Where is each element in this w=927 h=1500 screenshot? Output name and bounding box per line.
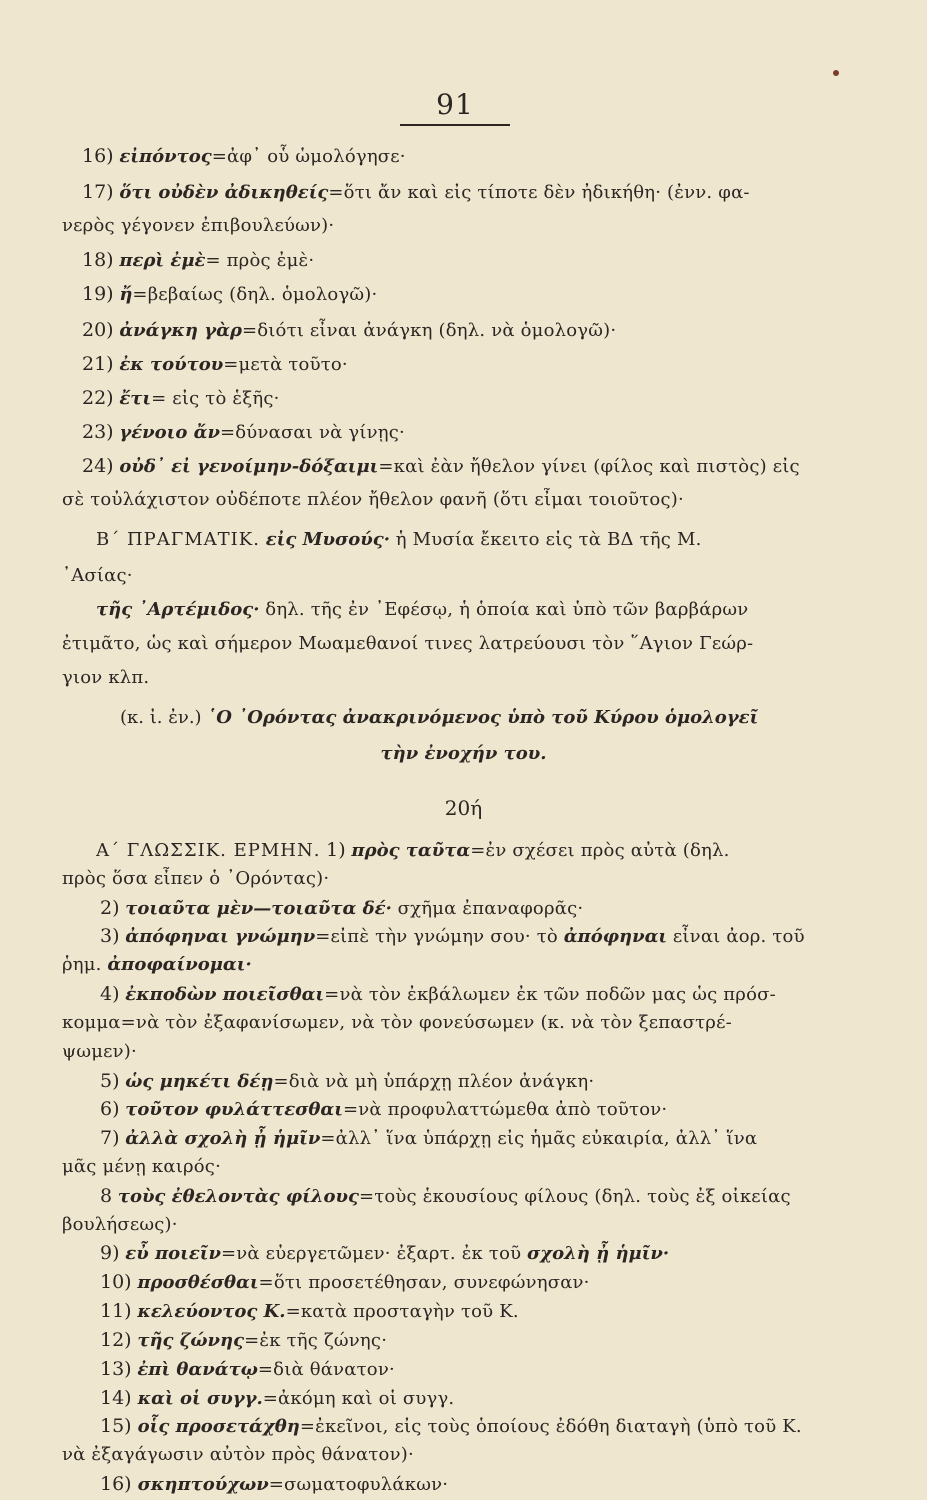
list-item bbox=[100, 1270, 870, 1295]
entry-lemma: ὡς μηκέτι δέῃ bbox=[125, 1070, 274, 1092]
pragmatic-heading-line bbox=[96, 528, 866, 552]
list-item-continuation bbox=[62, 666, 832, 690]
entry-gloss: ᾽Ασίας· bbox=[62, 565, 133, 586]
entry-lemma: ἀνάγκη γὰρ bbox=[119, 320, 242, 341]
list-item-continuation bbox=[62, 1213, 832, 1237]
entry-number: 22) bbox=[82, 387, 114, 409]
entry-lemma: περὶ ἐμὲ bbox=[119, 250, 206, 271]
list-item bbox=[96, 598, 866, 622]
entry-number: 23) bbox=[82, 421, 114, 443]
list-item-continuation bbox=[62, 1040, 832, 1064]
entry-gloss: =νὰ προφυλαττώμεθα ἀπὸ τοῦτον· bbox=[342, 1099, 668, 1121]
list-item bbox=[82, 248, 852, 273]
entry-gloss: πρὸς ὅσα εἶπεν ὁ ᾽Ορόντας)· bbox=[62, 867, 330, 889]
entry-number: 11) bbox=[100, 1300, 132, 1323]
list-item bbox=[82, 386, 852, 411]
entry-gloss: δηλ. τῆς ἐν ᾽Εφέσῳ, ἡ ὁποία καὶ ὑπὸ τῶν βαρβάρων bbox=[265, 599, 749, 620]
entry-gloss: νερὸς γέγονεν ἐπιβουλεύων)· bbox=[62, 215, 335, 236]
entry-gloss: =ἀφ᾽ οὗ ὡμολόγησε· bbox=[211, 146, 406, 167]
list-item bbox=[82, 180, 852, 205]
list-item bbox=[82, 318, 852, 343]
entry-lemma: πρὸς ταῦτα bbox=[351, 840, 471, 861]
entry-number: 19) bbox=[82, 283, 114, 305]
entry-gloss: =νὰ εὐεργετῶμεν· ἐξαρτ. ἐκ τοῦ bbox=[220, 1243, 522, 1265]
list-item-continuation bbox=[62, 1011, 832, 1035]
entry-gloss: γιον κλπ. bbox=[62, 667, 150, 688]
entry-gloss: =ἀλλ᾽ ἵνα ὑπάρχῃ εἰς ἡμᾶς εὐκαιρία, ἀλλ᾽ ἵνα bbox=[320, 1128, 758, 1150]
page-number-rule bbox=[400, 124, 510, 126]
entry-lemma: εἰς Μυσούς· bbox=[265, 529, 390, 550]
summary-title: τὴν ἐνοχήν του. bbox=[380, 743, 547, 764]
list-item-continuation bbox=[62, 867, 832, 891]
entry-number: 9) bbox=[100, 1242, 120, 1265]
list-item bbox=[100, 1414, 870, 1439]
summary-prefix: (κ. ἰ. ἐν.) bbox=[120, 707, 202, 728]
entry-number: 21) bbox=[82, 353, 114, 375]
entry-gloss: =μετὰ τοῦτο· bbox=[223, 354, 348, 375]
entry-lemma: σκηπτούχων bbox=[137, 1474, 269, 1495]
list-item bbox=[100, 1386, 870, 1411]
entry-number: 20) bbox=[82, 319, 114, 341]
chapter-summary-line bbox=[120, 706, 890, 730]
list-item-continuation bbox=[62, 632, 832, 656]
entry-lemma: ἀλλὰ σχολὴ ᾖ ἡμῖν bbox=[125, 1128, 321, 1150]
entry-gloss: =ἐκ τῆς ζώνης· bbox=[244, 1329, 388, 1351]
list-item-continuation bbox=[62, 214, 832, 238]
entry-number: 5) bbox=[100, 1069, 120, 1092]
entry-number: 8 bbox=[100, 1184, 113, 1207]
entry-gloss: κομμα=νὰ τὸν ἐξαφανίσωμεν, νὰ τὸν φονεύσωμεν (κ. νὰ τὸν ξεπαστρέ- bbox=[62, 1011, 732, 1033]
entry-lemma: οἷς προσετάχθη bbox=[137, 1416, 300, 1438]
chapter-summary-line bbox=[0, 742, 927, 766]
entry-gloss: βουλήσεως)· bbox=[62, 1213, 178, 1235]
entry-lemma: ἀπόφηναι bbox=[563, 926, 668, 948]
entry-number: 4) bbox=[100, 983, 120, 1006]
entry-lemma: τοιαῦτα μὲν—τοιαῦτα δέ· bbox=[125, 897, 392, 919]
entry-gloss: =βεβαίως (δηλ. ὁμολογῶ)· bbox=[132, 284, 378, 305]
entry-gloss: μᾶς μένῃ καιρός· bbox=[62, 1156, 222, 1177]
entry-lemma: γένοιο ἄν bbox=[119, 422, 220, 443]
entry-gloss: ἐτιμᾶτο, ὡς καὶ σήμερον Μωαμεθανοί τινες λατρεύουσι τὸν ῞Αγιον Γεώρ- bbox=[62, 633, 754, 654]
list-item bbox=[100, 896, 870, 921]
entry-number: 1) bbox=[326, 839, 346, 861]
list-item bbox=[100, 1472, 870, 1497]
entry-number: 24) bbox=[82, 455, 114, 477]
entry-lemma: εἰπόντος bbox=[119, 146, 212, 167]
entry-number: 6) bbox=[100, 1098, 120, 1121]
entry-lemma: κελεύοντος Κ. bbox=[137, 1301, 286, 1323]
entry-lemma: τοὺς ἐθελοντὰς φίλους bbox=[117, 1185, 359, 1207]
entry-gloss: =διὰ θάνατον· bbox=[257, 1358, 395, 1380]
entry-gloss: =ἀκόμη καὶ οἱ συγγ. bbox=[262, 1387, 455, 1409]
entry-lemma: σχολὴ ᾖ ἡμῖν· bbox=[527, 1243, 670, 1265]
entry-number: 18) bbox=[82, 249, 114, 271]
entry-gloss: =ἐν σχέσει πρὸς αὐτὰ (δηλ. bbox=[470, 840, 730, 861]
entry-gloss: =ἐκεῖνοι, εἰς τοὺς ὁποίους ἐδόθη διαταγὴ (ὑπὸ τοῦ Κ. bbox=[299, 1416, 802, 1438]
entry-gloss: =διὰ νὰ μὴ ὑπάρχῃ πλέον ἀνάγκη· bbox=[273, 1070, 595, 1092]
list-item bbox=[100, 924, 870, 949]
entry-gloss: σὲ τοὐλάχιστον οὐδέποτε πλέον ἤθελον φανῆ (ὅτι εἶμαι τοιοῦτος)· bbox=[62, 489, 684, 510]
list-item-continuation bbox=[62, 953, 832, 977]
entry-number: 13) bbox=[100, 1357, 132, 1380]
entry-lemma: ἐκποδὼν ποιεῖσθαι bbox=[125, 984, 325, 1006]
list-item bbox=[82, 454, 852, 479]
entry-gloss: = πρὸς ἐμὲ· bbox=[205, 250, 315, 271]
summary-title: ῾Ο ᾽Ορόντας ἀνακρινόμενος ὑπὸ τοῦ Κύρου ὁμολογεῖ bbox=[207, 707, 759, 728]
list-item bbox=[100, 1299, 870, 1324]
entry-number: 16) bbox=[100, 1473, 138, 1495]
entry-gloss: =καὶ ἐὰν ἤθελον γίνει (φίλος καὶ πιστὸς) εἰς bbox=[378, 456, 800, 477]
ink-spot bbox=[833, 70, 839, 76]
list-item bbox=[100, 1357, 870, 1382]
list-item bbox=[82, 420, 852, 445]
entry-gloss: =δύνασαι νὰ γίνῃς· bbox=[219, 422, 405, 443]
entry-gloss: ἡ Μυσία ἔκειτο εἰς τὰ ΒΔ τῆς Μ. bbox=[395, 529, 702, 550]
list-item bbox=[100, 1184, 870, 1209]
entry-gloss: ψωμεν)· bbox=[62, 1040, 137, 1062]
entry-lemma: ὅτι οὐδὲν ἀδικηθείς bbox=[119, 182, 329, 203]
gloss-heading: Α΄ ΓΛΩΣΣΙΚ. ΕΡΜΗΝ. bbox=[96, 840, 321, 861]
list-item bbox=[100, 1328, 870, 1353]
entry-lemma: ἔτι bbox=[119, 388, 152, 409]
entry-gloss: =σωματοφυλάκων· bbox=[268, 1474, 449, 1495]
entry-gloss: =ὅτι ἄν καὶ εἰς τίποτε δὲν ἠδικήθη· (ἐνν. φα- bbox=[328, 182, 750, 203]
entry-number: 12) bbox=[100, 1328, 132, 1351]
entry-lemma: ἐπὶ θανάτῳ bbox=[137, 1358, 258, 1380]
entry-lemma: τῆς ζώνης bbox=[137, 1329, 245, 1351]
entry-lemma: καὶ οἱ συγγ. bbox=[137, 1387, 263, 1409]
page-number: 91 bbox=[436, 88, 474, 121]
list-item-continuation bbox=[62, 488, 832, 512]
entry-lemma: ἤ bbox=[119, 284, 133, 305]
entry-lemma: προσθέσθαι bbox=[137, 1272, 259, 1294]
list-item bbox=[100, 1097, 870, 1122]
list-item-continuation bbox=[62, 564, 832, 588]
list-item-continuation bbox=[62, 1443, 832, 1467]
entry-lemma: τοῦτον φυλάττεσθαι bbox=[125, 1099, 343, 1121]
entry-number: 3) bbox=[100, 925, 120, 948]
entry-gloss: =εἰπὲ τὴν γνώμην σου· τὸ bbox=[315, 926, 558, 948]
list-item bbox=[82, 352, 852, 377]
list-item-continuation bbox=[62, 1155, 832, 1179]
list-item bbox=[96, 838, 866, 863]
entry-number: 10) bbox=[100, 1271, 132, 1294]
entry-number: 2) bbox=[100, 896, 120, 919]
entry-gloss: =κατὰ προσταγὴν τοῦ Κ. bbox=[285, 1301, 519, 1323]
list-item bbox=[100, 1126, 870, 1151]
entry-gloss: σχῆμα ἐπαναφορᾶς· bbox=[397, 897, 584, 919]
entry-gloss: = εἰς τὸ ἑξῆς· bbox=[151, 388, 280, 409]
list-item bbox=[100, 982, 870, 1007]
entry-number: 7) bbox=[100, 1127, 120, 1150]
entry-gloss: =διότι εἶναι ἀνάγκη (δηλ. νὰ ὁμολογῶ)· bbox=[241, 320, 617, 341]
entry-number: 16) bbox=[82, 145, 114, 167]
entry-number: 17) bbox=[82, 181, 114, 203]
entry-lemma: ἐκ τούτου bbox=[119, 354, 224, 375]
entry-lemma: οὐδ᾽ εἰ γενοίμην-δόξαιμι bbox=[119, 456, 379, 477]
entry-lemma: ἀποφαίνομαι· bbox=[107, 954, 252, 976]
entry-number: 14) bbox=[100, 1386, 138, 1409]
entry-lemma: ἀπόφηναι γνώμην bbox=[125, 926, 316, 948]
entry-gloss: νὰ ἐξαγάγωσιν αὐτὸν πρὸς θάνατον)· bbox=[62, 1444, 414, 1466]
list-item bbox=[82, 282, 852, 307]
entry-lemma: εὖ ποιεῖν bbox=[125, 1243, 221, 1265]
entry-gloss: εἶναι ἀορ. τοῦ bbox=[672, 926, 805, 948]
list-item bbox=[82, 144, 852, 169]
entry-gloss: ῥημ. bbox=[62, 954, 102, 976]
entry-lemma: τῆς ᾽Αρτέμιδος· bbox=[96, 599, 260, 620]
list-item bbox=[100, 1241, 870, 1266]
entry-number: 15) bbox=[100, 1415, 138, 1438]
list-item bbox=[100, 1069, 870, 1094]
entry-gloss: =τοὺς ἑκουσίους φίλους (δηλ. τοὺς ἐξ οἰκείας bbox=[358, 1185, 791, 1207]
entry-gloss: =ὅτι προσετέθησαν, συνεφώνησαν· bbox=[258, 1272, 590, 1294]
section-heading: 20ή bbox=[444, 796, 483, 820]
entry-gloss: =νὰ τὸν ἐκβάλωμεν ἐκ τῶν ποδῶν μας ὡς πρόσ- bbox=[324, 984, 776, 1006]
pragmatic-heading: Β΄ ΠΡΑΓΜΑΤΙΚ. bbox=[96, 529, 260, 550]
